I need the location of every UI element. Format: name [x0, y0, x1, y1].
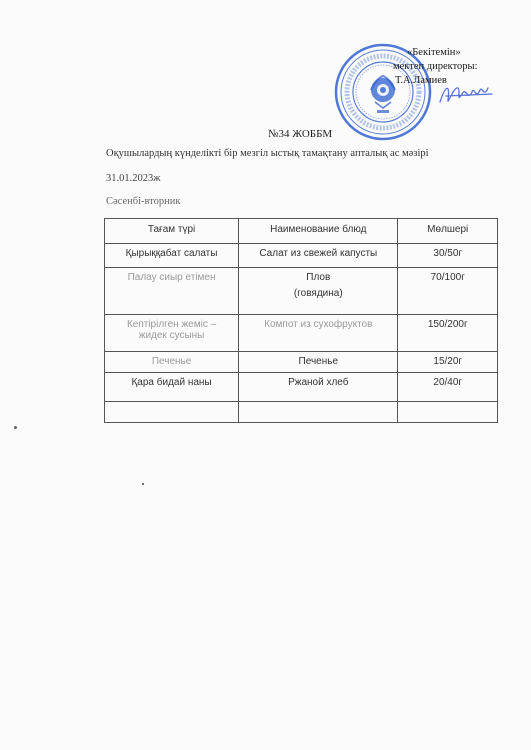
dish-ru	[239, 402, 398, 423]
approval-name: Т.А.Ламиев	[395, 75, 447, 86]
dish-kz	[105, 373, 239, 402]
menu-table	[104, 218, 498, 423]
header-dish-name: Наименование блюд	[239, 219, 398, 244]
school-name: №34 ЖОББМ	[268, 128, 333, 140]
dish-kz-text: Қара бидай наны	[131, 377, 212, 388]
header-dish-type: Тағам түрі	[105, 219, 239, 244]
dish-qty	[398, 373, 498, 402]
table-row	[105, 315, 498, 352]
menu-day: Сәсенбі-вторник	[106, 196, 181, 207]
dish-ru-text: Печенье	[298, 356, 339, 367]
dish-ru-text: Салат из свежей капусты	[259, 248, 378, 259]
ink-dot	[142, 483, 144, 485]
menu-date: 31.01.2023ж	[106, 173, 161, 184]
dish-ru-text: Плов	[306, 272, 331, 283]
dish-qty	[398, 268, 498, 315]
dish-ru	[239, 373, 398, 402]
dish-ru	[239, 352, 398, 373]
table-row	[105, 402, 498, 423]
table-row	[105, 373, 498, 402]
dish-qty-text: 15/20г	[433, 356, 463, 367]
dish-qty-text: 70/100г	[430, 272, 465, 283]
signature	[436, 80, 496, 110]
dish-ru	[239, 268, 398, 315]
dish-qty	[398, 315, 498, 352]
dish-qty-text: 150/200г	[427, 319, 468, 330]
dish-qty-text: 20/40г	[433, 377, 463, 388]
dish-ru	[239, 244, 398, 268]
dish-kz-text: Қырыққабат салаты	[125, 248, 218, 259]
dish-ru-subtext: (говядина)	[293, 288, 343, 299]
dish-kz	[105, 315, 239, 352]
dish-ru-text: Ржаной хлеб	[288, 377, 349, 388]
dish-kz	[105, 352, 239, 373]
table-row	[105, 268, 498, 315]
dish-qty-text: 30/50г	[433, 248, 463, 259]
dish-kz	[105, 244, 239, 268]
dish-ru-text: Компот из сухофруктов	[264, 319, 373, 330]
ink-dot	[14, 426, 17, 429]
menu-title: Оқушылардың күнделікті бір мезгіл ыстық тамақтану апталық ас мәзірі	[106, 148, 429, 159]
header-portion: Мөлшері	[398, 219, 498, 244]
dish-ru	[239, 315, 398, 352]
table-header-row	[105, 219, 498, 244]
dish-qty	[398, 402, 498, 423]
dish-kz	[105, 268, 239, 315]
table-row	[105, 352, 498, 373]
dish-qty	[398, 352, 498, 373]
dish-kz	[105, 402, 239, 423]
dish-kz-text: Палау сиыр етімен	[127, 272, 216, 283]
approval-position: мектеп директоры:	[393, 61, 478, 72]
dish-kz-text: Кептірілген жеміс –	[126, 319, 217, 330]
dish-qty	[398, 244, 498, 268]
table-row	[105, 244, 498, 268]
dish-kz-subtext: жидек сусыны	[138, 330, 205, 341]
approval-heading: «Бекітемін»	[407, 47, 461, 58]
dish-kz-text: Печенье	[151, 356, 192, 367]
